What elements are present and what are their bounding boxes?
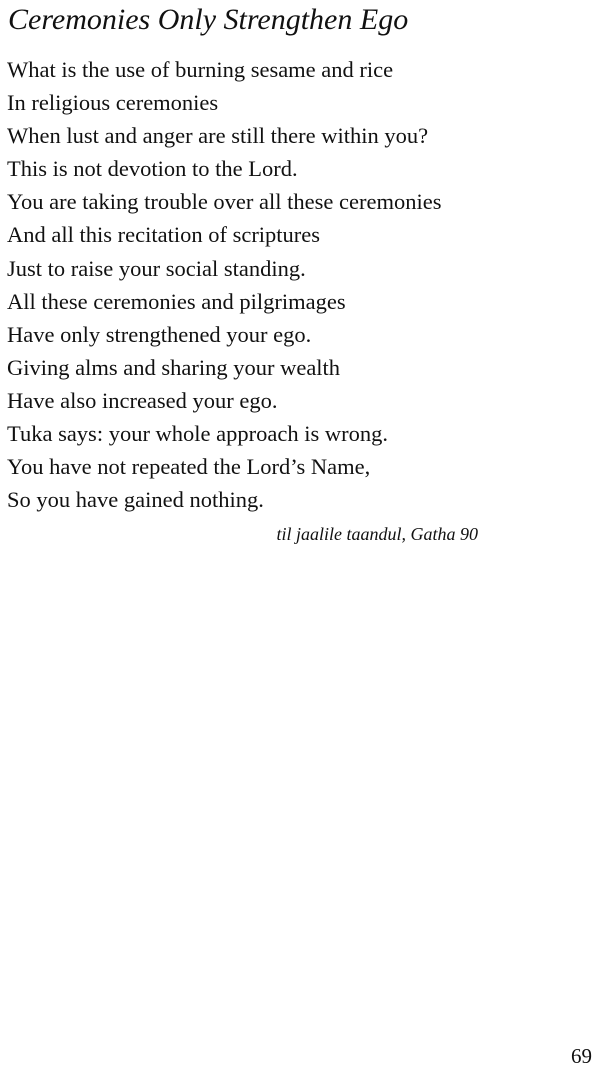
poem-line: In religious ceremonies	[7, 90, 219, 116]
poem-line: So you have gained nothing.	[7, 487, 264, 513]
poem-line: Have only strengthened your ego.	[7, 321, 312, 347]
page-title: Ceremonies Only Strengthen Ego	[8, 3, 409, 36]
page-number: 69	[571, 1044, 592, 1068]
source-citation: til jaalile taandul, Gatha 90	[276, 524, 478, 544]
poem-line: This is not devotion to the Lord.	[7, 156, 298, 182]
poem-line: When lust and anger are still there within you?	[7, 123, 429, 149]
poem-line: And all this recitation of scriptures	[7, 222, 321, 248]
poem-line: Have also increased your ego.	[7, 387, 278, 413]
poem-line: Tuka says: your whole approach is wrong.	[7, 421, 388, 447]
poem-line: You have not repeated the Lord’s Name,	[7, 454, 371, 480]
poem-line: What is the use of burning sesame and rice	[7, 57, 394, 82]
poem-line: Giving alms and sharing your wealth	[7, 354, 341, 380]
poem	[7, 53, 441, 516]
poem-line: You are taking trouble over all these ceremonies	[7, 189, 442, 215]
poem-line: All these ceremonies and pilgrimages	[7, 288, 346, 314]
poem-line: Just to raise your social standing.	[7, 255, 306, 281]
